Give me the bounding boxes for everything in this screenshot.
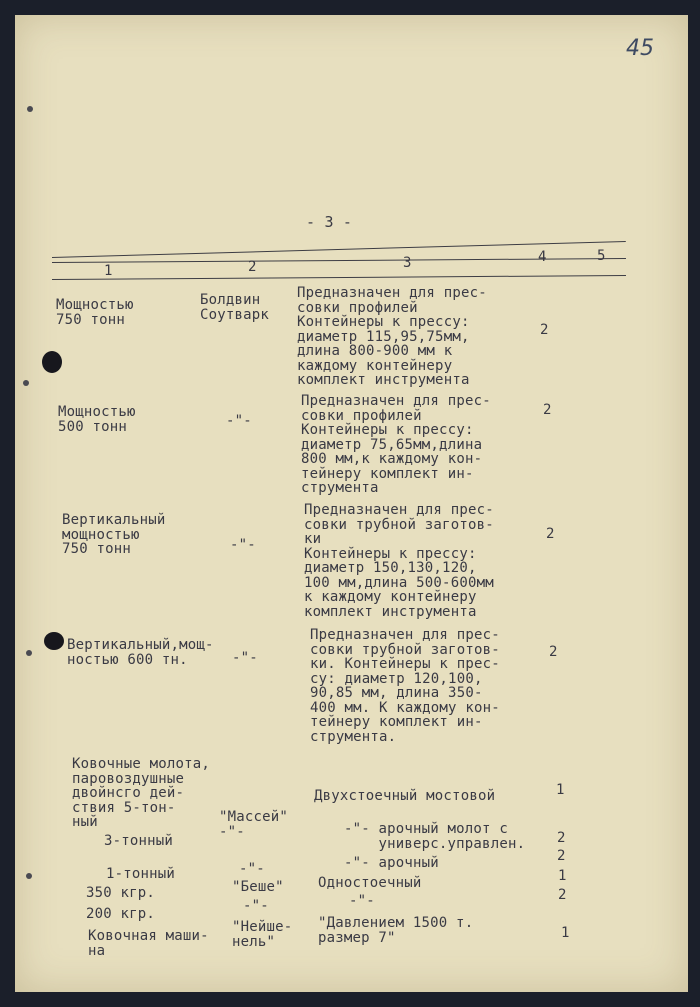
sheet-number: - 3 -: [306, 213, 353, 231]
row4-col1: Вертикальный,мощ- ностью 600 тн.: [67, 637, 214, 668]
ink-blot: [44, 632, 64, 650]
forging-r2-col1: 3-тонный: [104, 833, 174, 849]
forging-r6-col3: -"-: [349, 893, 375, 909]
handwritten-page-number: 45: [626, 36, 654, 61]
row3-col3: Предназначен для прес- совки трубной заготов- ки Контейнеры к прессу: диаметр 150,130,120, 100 мм,длина 500-600мм к каждому контейнеру комплект инструмента: [304, 502, 494, 620]
forging-r3-col3: -"- арочный: [344, 855, 439, 871]
forging-r7-col1: Ковочная маши- на: [88, 928, 209, 959]
forging-r1-col3: Двухстоечный мостовой: [314, 788, 496, 804]
column-header-2: 2: [248, 259, 257, 275]
row4-col2: -"-: [232, 650, 258, 666]
binding-hole: [26, 873, 32, 879]
forging-r6-col2: -"-: [243, 898, 269, 914]
forging-r2-col4: 2: [557, 830, 566, 846]
forging-r5-col1: 350 кгр.: [86, 885, 156, 901]
forging-r7-col2: "Нейше- нель": [232, 919, 293, 950]
forging-r7-col4: 1: [561, 925, 570, 941]
forging-r3-col4: 2: [557, 848, 566, 864]
column-header-4: 4: [538, 249, 547, 265]
row2-col4: 2: [543, 402, 552, 418]
forging-r4-col1: 1-тонный: [106, 866, 176, 882]
forging-r6-col1: 200 кгр.: [86, 906, 156, 922]
forging-r7-col3: "Давлением 1500 т. размер 7": [318, 915, 474, 946]
binding-hole: [23, 380, 29, 386]
row4-col4: 2: [549, 644, 558, 660]
ink-blot: [42, 351, 62, 373]
forging-r4-col4: 1: [558, 868, 567, 884]
row4-col3: Предназначен для прес- совки трубной заготов- ки. Контейнеры к прес- су: диаметр 120,100, 90,85 мм, длина 350- 400 мм. К каждому кон- тейнеру комплект ин- струмента.: [310, 627, 500, 745]
column-header-3: 3: [403, 255, 412, 271]
row1-col3: Предназначен для прес- совки профилей Контейнеры к прессу: диаметр 115,95,75мм, длина 800-900 мм к каждому контейнеру комплект инструмента: [297, 285, 487, 388]
row3-col1: Вертикальный мощностью 750 тонн: [62, 512, 166, 557]
row1-col4: 2: [540, 322, 549, 338]
forging-r5-col4: 2: [558, 887, 567, 903]
forging-r2-col2: "Массей" -"-: [219, 809, 289, 840]
forging-r1-col4: 1: [556, 782, 565, 798]
column-header-1: 1: [104, 263, 113, 279]
forging-r4-col2: -"-: [239, 861, 265, 877]
forging-r2-col3: -"- арочный молот с универс.управлен.: [344, 821, 526, 852]
forging-header: Ковочные молота, паровоздушные двойнсго дей- ствия 5-тон- ный: [72, 756, 211, 830]
forging-r5-col3: Одностоечный: [318, 875, 422, 891]
row3-col4: 2: [546, 526, 555, 542]
row2-col2: -"-: [226, 413, 252, 429]
row2-col1: Мощностью 500 тонн: [58, 404, 136, 435]
binding-hole: [27, 106, 33, 112]
binding-hole: [26, 650, 32, 656]
row3-col2: -"-: [230, 537, 256, 553]
column-header-5: 5: [597, 248, 606, 264]
row1-col2: Болдвин Соутварк: [200, 292, 270, 323]
forging-r5-col2: "Беше": [232, 879, 284, 895]
row1-col1: Мощностью 750 тонн: [56, 297, 134, 328]
row2-col3: Предназначен для прес- совки профилей Контейнеры к прессу: диаметр 75,65мм,длина 800 мм,к каждому кон- тейнеру комплект ин- струмента: [301, 393, 491, 496]
